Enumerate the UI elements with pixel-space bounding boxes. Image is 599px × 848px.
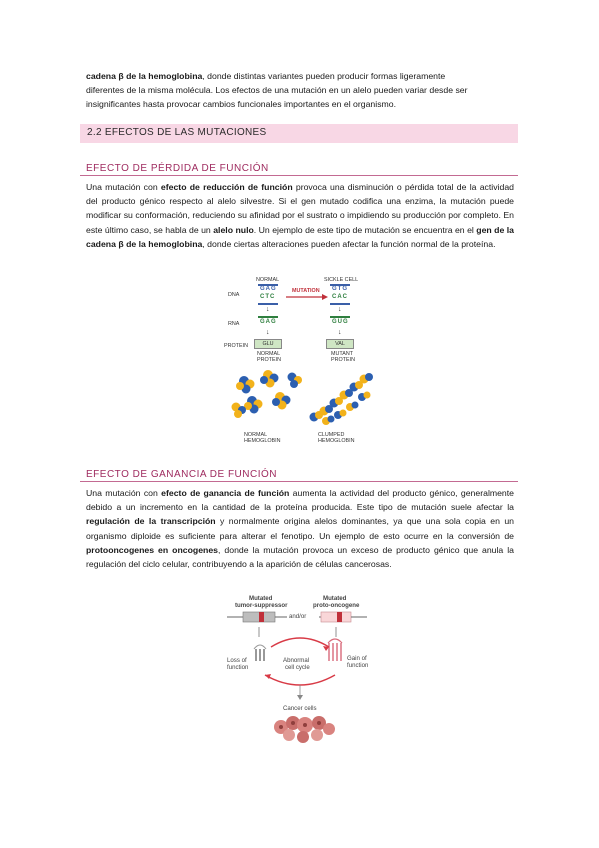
fig1-sickle-rna-bar <box>330 316 350 318</box>
fig2-abnormal-2: cell cycle <box>285 664 310 671</box>
loss-bold-1: efecto de reducción de función <box>160 182 293 192</box>
fig1-normal-protein-1: NORMAL <box>257 351 281 357</box>
fig1-val-box: VAL <box>326 339 354 349</box>
fig1-sickle-dna-bot-bar <box>330 303 350 305</box>
loss-text-2: provoca una disminución o pérdida total de la actividad del producto génico respecto al alelo silvestre. Si el gen mutado codifica una enzima, la mutación puede modificar su conformación, reduciendo su afinidad por el sustrato o impidiendo su producción por completo. En este último caso, se habla de un <box>86 182 514 235</box>
section-title: 2.2 EFECTOS DE LAS MUTACIONES <box>87 127 267 138</box>
fig1-normal-rna-bar <box>258 316 278 318</box>
fig2-proto-label: proto-oncogene <box>313 602 360 609</box>
gain-heading: EFECTO DE GANANCIA DE FUNCIÓN <box>86 469 278 480</box>
fig1-sickle-rna: GUG <box>332 319 349 325</box>
fig1-mutation-arrow <box>286 294 328 300</box>
fig2-loss-2: function <box>227 664 249 671</box>
gain-text-3: y normalmente origina alelos dominantes, ya que una sola copia en un organismo diploide es suficiente para alterar el fenotipo. Un ejemplo de esto ocurre en la conversión de <box>86 516 514 541</box>
fig2-cancer-label: Cancer cells <box>283 705 317 712</box>
fig2-abnormal-1: Abnormal <box>283 657 310 664</box>
loss-heading: EFECTO DE PÉRDIDA DE FUNCIÓN <box>86 163 269 174</box>
cancer-figure <box>225 595 385 740</box>
fig1-normal-label: NORMAL <box>256 277 280 283</box>
gain-bold-3: protooncogenes en oncogenes <box>86 544 219 555</box>
section-header <box>80 124 518 143</box>
gain-bold-2: regulación de la transcripción <box>86 516 216 527</box>
normal-hemoglobin-cluster <box>232 370 303 418</box>
gain-heading-rule <box>80 481 518 482</box>
loss-bold-2: alelo nulo <box>213 224 254 235</box>
fig1-sickle-dna-top: GTG <box>332 286 348 292</box>
loss-text-4: , donde ciertas alteraciones pueden afectar la función normal de la proteína. <box>202 238 496 249</box>
gain-receptor-icon <box>328 639 342 661</box>
clumped-hemoglobin-cluster <box>310 373 374 425</box>
fig1-normal-hb-2: HEMOGLOBIN <box>244 438 281 444</box>
intro-line-1: , donde distintas variantes pueden producir formas ligeramente <box>202 71 446 81</box>
fig1-arrow-down-1: ↓ <box>266 306 270 313</box>
fig1-normal-dna-bottom: CTC <box>260 294 276 300</box>
intro-paragraph <box>86 69 514 112</box>
fig2-loss-1: Loss of <box>227 657 247 664</box>
fig1-normal-dna-top: GAG <box>260 286 277 292</box>
fig1-mutant-protein-1: MUTANT <box>331 351 354 357</box>
fig1-sickle-label: SICKLE CELL <box>324 277 359 283</box>
loss-paragraph <box>86 180 514 251</box>
fig1-dna-label: DNA <box>228 292 240 298</box>
fig2-tumor-label: tumor-suppressor <box>235 602 288 609</box>
fig2-andor-label: and/or <box>289 613 307 620</box>
fig1-normal-rna: GAG <box>260 319 277 325</box>
fig1-clumped-hb-1: CLUMPED <box>318 432 345 438</box>
loss-heading-rule <box>80 175 518 176</box>
intro-line-3: insignificantes hasta provocar cambios funcionales importantes en el organismo. <box>86 99 397 110</box>
fig1-mutation-label: MUTATION <box>292 288 320 294</box>
fig2-gain-2: function <box>347 662 369 669</box>
loss-bold-3: gen de la cadena β de la hemoglobina <box>86 224 515 249</box>
fig1-hemoglobin-illustration <box>222 367 382 429</box>
sickle-cell-figure <box>222 275 382 453</box>
fig1-arrow-down-3: ↓ <box>266 329 270 336</box>
fig2-gain-1: Gain of <box>347 655 367 662</box>
fig2-mutated-2: Mutated <box>323 595 347 602</box>
fig1-normal-hb-1: NORMAL <box>244 432 268 438</box>
fig1-arrow-down-4: ↓ <box>338 329 342 336</box>
fig1-rna-label: RNA <box>228 321 240 327</box>
fig1-sickle-dna-bottom: CAC <box>332 294 348 300</box>
loss-text-3: . Un ejemplo de este tipo de mutación se encuentra en el <box>253 224 477 235</box>
fig1-normal-protein-2: PROTEIN <box>257 357 281 363</box>
fig1-arrow-down-2: ↓ <box>338 306 342 313</box>
fig1-protein-label: PROTEIN <box>224 343 248 349</box>
fig1-glu-box: GLU <box>254 339 282 349</box>
gain-paragraph <box>86 486 514 571</box>
fig2-mutated-1: Mutated <box>249 595 273 602</box>
fig1-mutant-protein-2: PROTEIN <box>331 357 355 363</box>
fig1-normal-dna-bot-bar <box>258 303 278 305</box>
gain-text-2: aumenta la actividad del producto génico, generalmente debido a un incremento en la cantidad de la proteína producida. Este tipo de mutación suele afectar la <box>86 488 515 513</box>
fig1-clumped-hb-2: HEMOGLOBIN <box>318 438 355 444</box>
loss-receptor-icon <box>254 645 266 661</box>
intro-line-2: diferentes de la misma molécula. Los efectos de una mutación en un alelo pueden variar desde ser <box>86 85 468 96</box>
loss-text-1: Una mutación con <box>86 182 161 192</box>
fig2-cancer-cells <box>269 713 339 743</box>
gain-bold-1: efecto de ganancia de función <box>161 488 290 498</box>
gain-text-1: Una mutación con <box>86 488 162 498</box>
gain-text-4: , donde la mutación provoca un exceso de producto génico que anula la regulación del ciclo celular, contribuyendo a la aparición de células cancerosas. <box>86 544 514 570</box>
intro-bold: cadena β de la hemoglobina <box>86 71 203 81</box>
